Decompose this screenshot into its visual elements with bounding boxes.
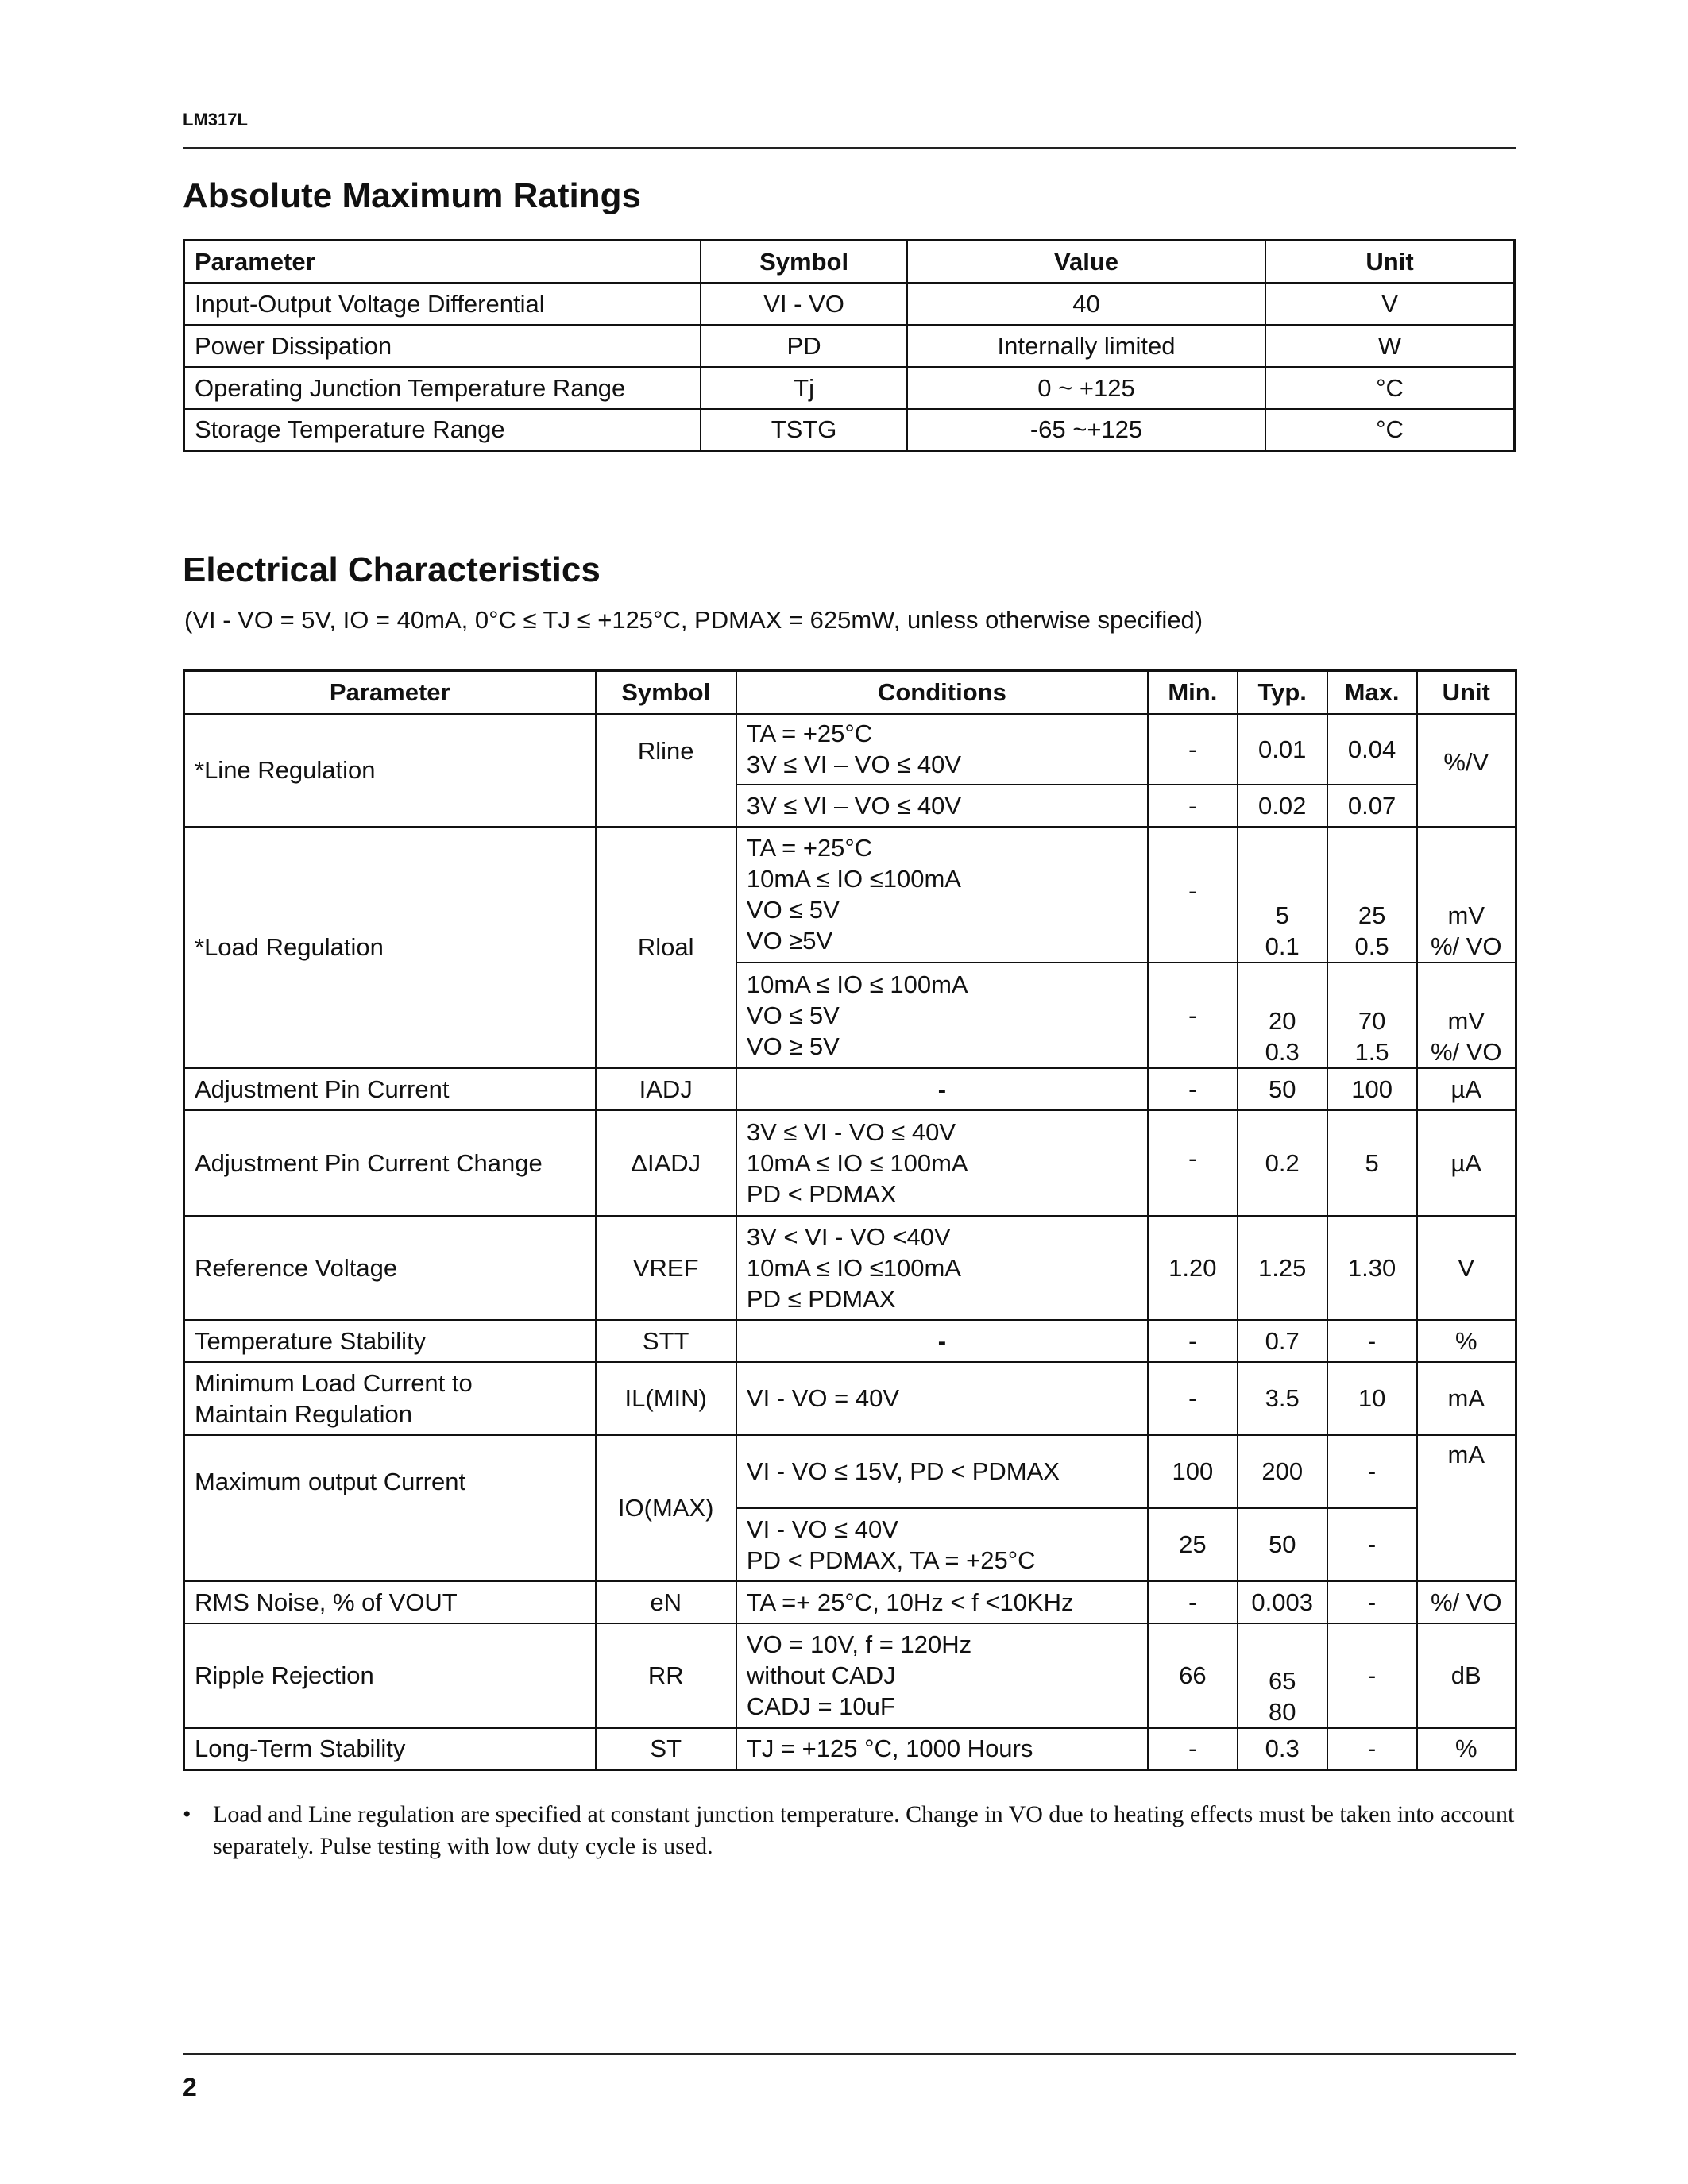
min-cell: -: [1148, 714, 1238, 785]
conditions-cell: [736, 714, 1148, 785]
value-cell: 0 ~ +125: [907, 367, 1265, 409]
typ-cell: 0.3: [1238, 1728, 1327, 1770]
symbol-cell: Tj: [701, 367, 907, 409]
condition-line: TA = +25°C: [746, 720, 873, 747]
min-cell: 66: [1148, 1623, 1238, 1728]
value-line: 70: [1358, 1006, 1386, 1035]
symbol-cell: STT: [596, 1320, 736, 1362]
parameter-cell: Storage Temperature Range: [184, 409, 701, 451]
min-cell: 1.20: [1148, 1216, 1238, 1320]
page-number: 2: [183, 2073, 197, 2101]
condition-line: VO ≥5V: [746, 927, 833, 955]
unit-cell: µA: [1417, 1110, 1516, 1216]
parameter-cell: Operating Junction Temperature Range: [184, 367, 701, 409]
symbol-cell: ΔIADJ: [596, 1110, 736, 1216]
parameter-cell: *Line Regulation: [184, 714, 596, 827]
min-cell: 25: [1148, 1508, 1238, 1581]
section-title-absolute-maximum-ratings: Absolute Maximum Ratings: [183, 176, 641, 215]
column-header: Typ.: [1238, 671, 1327, 714]
value-line: 80: [1268, 1697, 1296, 1726]
symbol-cell: Rline: [596, 714, 736, 827]
max-cell: -: [1327, 1320, 1417, 1362]
value-line: 20: [1268, 1006, 1296, 1035]
max-cell: 5: [1327, 1110, 1417, 1216]
condition-line: VO ≤ 5V: [746, 896, 840, 924]
condition-line: 3V < VI - VO <40V: [746, 1222, 951, 1251]
condition-line: without CADJ: [746, 1661, 896, 1689]
max-cell: -: [1327, 1581, 1417, 1623]
condition-line: 10mA ≤ IO ≤ 100mA: [746, 1148, 968, 1177]
conditions-cell: TA =+ 25°C, 10Hz < f <10KHz: [736, 1581, 1148, 1623]
document-label: LM317L: [183, 110, 248, 129]
conditions-cell: -: [736, 1320, 1148, 1362]
value-line: 65: [1268, 1666, 1296, 1695]
typ-cell: 50: [1238, 1068, 1327, 1110]
parameter-cell: [184, 1362, 596, 1435]
unit-cell: °C: [1265, 367, 1514, 409]
max-cell: 100: [1327, 1068, 1417, 1110]
unit-cell: W: [1265, 325, 1514, 367]
table-row: [184, 1435, 1516, 1508]
conditions-cell: [736, 1623, 1148, 1728]
unit-cell: mA: [1417, 1435, 1516, 1581]
column-header: Symbol: [701, 241, 907, 283]
typ-cell: [1238, 1623, 1327, 1728]
value-cell: -65 ~+125: [907, 409, 1265, 451]
table-header-row: [184, 241, 1515, 283]
parameter-cell: Adjustment Pin Current Change: [184, 1110, 596, 1216]
column-header: Conditions: [736, 671, 1148, 714]
symbol-cell: ST: [596, 1728, 736, 1770]
typ-cell: 0.003: [1238, 1581, 1327, 1623]
value-line: 0.3: [1265, 1037, 1300, 1066]
parameter-cell: *Load Regulation: [184, 827, 596, 1068]
unit-cell: %: [1417, 1320, 1516, 1362]
value-line: 0.1: [1265, 932, 1300, 960]
conditions-cell: VI - VO = 40V: [736, 1362, 1148, 1435]
parameter-cell: RMS Noise, % of VOUT: [184, 1581, 596, 1623]
symbol-cell: IO(MAX): [596, 1435, 736, 1581]
table-row: [184, 325, 1515, 367]
typ-cell: 0.2: [1238, 1110, 1327, 1216]
min-cell: -: [1148, 827, 1238, 963]
typ-cell: 200: [1238, 1435, 1327, 1508]
header-rule: [183, 147, 1516, 149]
conditions-cell: 3V ≤ VI – VO ≤ 40V: [736, 785, 1148, 827]
footnote: [183, 1799, 1517, 1862]
condition-line: 10mA ≤ IO ≤100mA: [746, 1253, 961, 1282]
parameter-cell: Power Dissipation: [184, 325, 701, 367]
min-cell: -: [1148, 963, 1238, 1068]
condition-line: VO ≤ 5V: [746, 1001, 840, 1029]
typ-cell: 0.02: [1238, 785, 1327, 827]
min-cell: -: [1148, 1362, 1238, 1435]
max-cell: 10: [1327, 1362, 1417, 1435]
unit-cell: V: [1417, 1216, 1516, 1320]
table-row: [184, 714, 1516, 785]
column-header: Symbol: [596, 671, 736, 714]
symbol-cell: TSTG: [701, 409, 907, 451]
symbol-cell: VI - VO: [701, 283, 907, 325]
conditions-cell: [736, 963, 1148, 1068]
typ-cell: [1238, 963, 1327, 1068]
parameter-cell: Adjustment Pin Current: [184, 1068, 596, 1110]
max-cell: -: [1327, 1728, 1417, 1770]
value-line: 1.5: [1354, 1037, 1389, 1066]
value-line: %/ VO: [1430, 1037, 1502, 1066]
test-conditions-note: (VI - VO = 5V, IO = 40mA, 0°C ≤ TJ ≤ +125°C, PDMAX = 625mW, unless otherwise specified): [184, 606, 1203, 634]
table-header-row: [184, 671, 1516, 714]
table-row: [184, 1216, 1516, 1320]
value-line: %/ VO: [1430, 932, 1502, 960]
condition-line: 10mA ≤ IO ≤ 100mA: [746, 970, 968, 998]
unit-cell: [1417, 963, 1516, 1068]
symbol-cell: PD: [701, 325, 907, 367]
max-cell: -: [1327, 1435, 1417, 1508]
max-cell: [1327, 963, 1417, 1068]
parameter-line: Minimum Load Current to: [195, 1368, 473, 1397]
condition-line: PD ≤ PDMAX: [746, 1284, 896, 1313]
condition-line: VO = 10V, f = 120Hz: [746, 1630, 972, 1658]
column-header: Parameter: [184, 671, 596, 714]
parameter-cell: Ripple Rejection: [184, 1623, 596, 1728]
column-header: Unit: [1417, 671, 1516, 714]
section-title-electrical-characteristics: Electrical Characteristics: [183, 550, 601, 589]
column-header: Parameter: [184, 241, 701, 283]
table-row: [184, 1728, 1516, 1770]
column-header: Unit: [1265, 241, 1514, 283]
condition-line: PD < PDMAX, TA = +25°C: [746, 1545, 1036, 1574]
unit-cell: [1417, 827, 1516, 963]
value-cell: 40: [907, 283, 1265, 325]
parameter-cell: Temperature Stability: [184, 1320, 596, 1362]
max-cell: 0.07: [1327, 785, 1417, 827]
condition-line: VO ≥ 5V: [746, 1032, 840, 1060]
typ-cell: 0.01: [1238, 714, 1327, 785]
table-row: [184, 283, 1515, 325]
column-header: Min.: [1148, 671, 1238, 714]
unit-cell: dB: [1417, 1623, 1516, 1728]
value-line: 25: [1358, 901, 1386, 929]
table-row: [184, 1068, 1516, 1110]
conditions-cell: [736, 1216, 1148, 1320]
bullet-icon: •: [183, 1801, 191, 1827]
unit-cell: °C: [1265, 409, 1514, 451]
condition-line: 10mA ≤ IO ≤100mA: [746, 865, 961, 893]
min-cell: -: [1148, 1581, 1238, 1623]
conditions-cell: [736, 1508, 1148, 1581]
unit-cell: %/ VO: [1417, 1581, 1516, 1623]
symbol-cell: eN: [596, 1581, 736, 1623]
max-cell: -: [1327, 1623, 1417, 1728]
table-row: [184, 1362, 1516, 1435]
value-line: mV: [1447, 901, 1485, 929]
condition-line: TA = +25°C: [746, 834, 873, 862]
footer-rule: [183, 2053, 1516, 2055]
table-row: [184, 1110, 1516, 1216]
value-line: 0.5: [1354, 932, 1389, 960]
value-cell: Internally limited: [907, 325, 1265, 367]
table-row: [184, 1320, 1516, 1362]
parameter-cell: Long-Term Stability: [184, 1728, 596, 1770]
column-header: Value: [907, 241, 1265, 283]
unit-cell: V: [1265, 283, 1514, 325]
table-row: [184, 1581, 1516, 1623]
min-cell: 100: [1148, 1435, 1238, 1508]
parameter-cell: Input-Output Voltage Differential: [184, 283, 701, 325]
conditions-cell: [736, 1110, 1148, 1216]
max-cell: [1327, 827, 1417, 963]
min-cell: -: [1148, 1110, 1238, 1216]
condition-line: VI - VO ≤ 40V: [746, 1515, 898, 1543]
max-cell: -: [1327, 1508, 1417, 1581]
typ-cell: 0.7: [1238, 1320, 1327, 1362]
symbol-cell: Rloal: [596, 827, 736, 1068]
unit-cell: %: [1417, 1728, 1516, 1770]
table-row: [184, 409, 1515, 451]
typ-cell: 50: [1238, 1508, 1327, 1581]
unit-cell: µA: [1417, 1068, 1516, 1110]
typ-cell: [1238, 827, 1327, 963]
symbol-cell: RR: [596, 1623, 736, 1728]
condition-line: 3V ≤ VI - VO ≤ 40V: [746, 1117, 956, 1146]
min-cell: -: [1148, 1728, 1238, 1770]
min-cell: -: [1148, 1320, 1238, 1362]
condition-line: CADJ = 10uF: [746, 1692, 895, 1720]
parameter-line: Maintain Regulation: [195, 1399, 413, 1428]
symbol-cell: VREF: [596, 1216, 736, 1320]
parameter-cell: Maximum output Current: [184, 1435, 596, 1581]
conditions-cell: -: [736, 1068, 1148, 1110]
typ-cell: 3.5: [1238, 1362, 1327, 1435]
min-cell: -: [1148, 785, 1238, 827]
typ-cell: 1.25: [1238, 1216, 1327, 1320]
max-cell: 1.30: [1327, 1216, 1417, 1320]
value-line: 5: [1275, 901, 1289, 929]
column-header: Max.: [1327, 671, 1417, 714]
footnote-text: Load and Line regulation are specified at constant junction temperature. Change in VO due to heating effects must be taken into account separately. Pulse testing with low duty cycle is used.: [213, 1801, 1515, 1859]
condition-line: 3V ≤ VI – VO ≤ 40V: [746, 751, 961, 778]
table-row: [184, 1623, 1516, 1728]
unit-cell: mA: [1417, 1362, 1516, 1435]
parameter-cell: Reference Voltage: [184, 1216, 596, 1320]
conditions-cell: VI - VO ≤ 15V, PD < PDMAX: [736, 1435, 1148, 1508]
unit-cell: %/V: [1417, 714, 1516, 827]
conditions-cell: [736, 827, 1148, 963]
symbol-cell: IADJ: [596, 1068, 736, 1110]
table-row: [184, 827, 1516, 963]
condition-line: PD < PDMAX: [746, 1179, 897, 1208]
min-cell: -: [1148, 1068, 1238, 1110]
symbol-cell: IL(MIN): [596, 1362, 736, 1435]
conditions-cell: TJ = +125 °C, 1000 Hours: [736, 1728, 1148, 1770]
absolute-maximum-ratings-table: [183, 239, 1516, 452]
table-row: [184, 367, 1515, 409]
value-line: mV: [1447, 1006, 1485, 1035]
max-cell: 0.04: [1327, 714, 1417, 785]
electrical-characteristics-table: [183, 669, 1517, 1771]
